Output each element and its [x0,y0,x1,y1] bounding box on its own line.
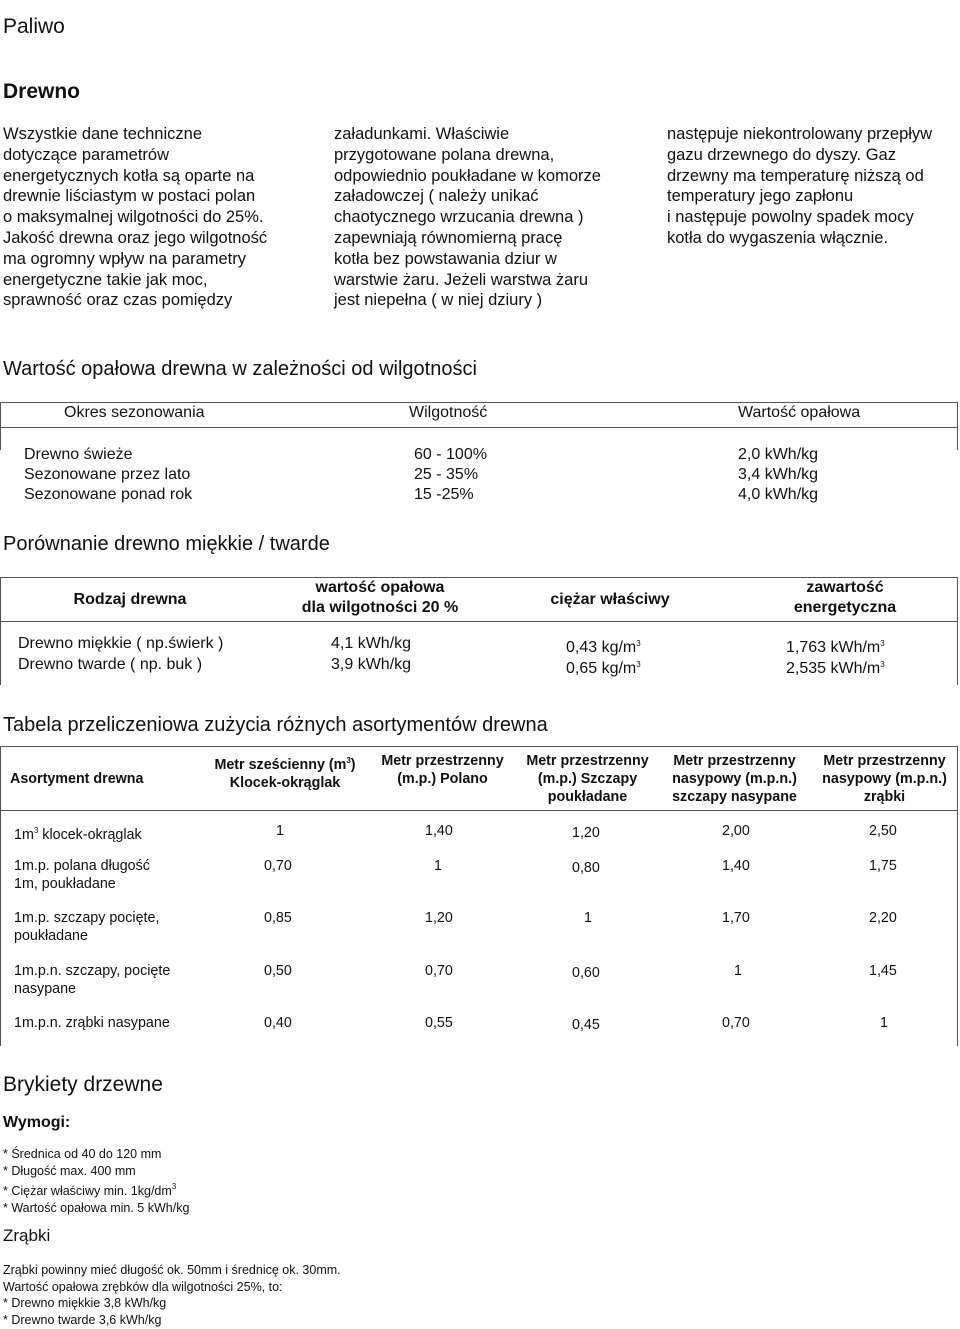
table2-header-rodzaj: Rodzaj drewna [73,591,187,608]
intro-column-2 [334,124,634,311]
table-cell: 25 - 35% [414,466,479,483]
intro-column-3 [667,124,960,249]
table1-header-wilgotnosc: Wilgotność [409,404,488,421]
intro-line: dotyczące parametrów [3,145,169,164]
brykiety-title: Brykiety drzewne [3,1073,163,1096]
intro-line: o maksymalnej wilgotności do 25%. [3,208,264,227]
table1-header-rule [0,427,958,428]
intro-line: gazu drzewnego do dyszy. Gaz [667,145,896,164]
table3-header-rule [0,810,958,811]
label-text: 1m [14,827,34,843]
header-line: nasypowy (m.p.n.) [822,771,947,787]
table3-header-zrabki [812,752,957,806]
table3-cell: 0,45 [572,1017,600,1033]
table3-cell: 1 [734,963,742,979]
intro-line: sprawność oraz czas pomiędzy [3,291,233,310]
table-cell: 4,0 kWh/kg [738,486,819,503]
superscript: 3 [636,660,641,669]
table-cell: Sezonowane ponad rok [24,486,193,503]
intro-column-1 [3,124,303,311]
cell-value: 0,65 kg/m [566,660,637,677]
table3-cell: 1,70 [722,910,750,926]
table3-header-szczapy-nasypane [662,752,807,806]
header-line: Metr przestrzenny [381,753,504,769]
table3-cell: 0,55 [425,1015,453,1031]
header-line: (m.p.) Szczapy [537,771,638,787]
superscript: 3 [636,639,641,648]
table2-title: Porównanie drewno miękkie / twarde [3,533,330,555]
intro-line: drewnie liściastym w postaci polan [3,187,256,206]
intro-line: Jakość drewna oraz jego wilgotność [3,228,268,247]
table-cell: Drewno miękkie ( np.świerk ) [18,635,224,652]
superscript: 3 [880,639,885,648]
table-cell: 60 - 100% [414,446,487,463]
header-line: zawartość [806,579,884,596]
header-line: Metr przestrzenny [673,753,796,769]
table3-cell: 0,40 [264,1015,292,1031]
cell-value: 2,535 kWh/m [786,660,881,677]
table3-cell: 1,40 [425,823,453,839]
header-line: energetyczna [793,599,897,616]
table-cell: 15 -25% [414,486,474,503]
table1-top-rule [0,402,958,403]
table3-cell: 1,20 [425,910,453,926]
superscript: 3 [171,1182,177,1191]
list-item: * Wartość opałowa min. 5 kWh/kg [3,1200,190,1215]
table3-top-rule [0,746,958,747]
list-item: * Drewno miękkie 3,8 kWh/kg [3,1296,167,1310]
table3-row-label [14,962,170,998]
table2-row [18,633,223,654]
list-item: * Średnica od 40 do 120 mm [3,1147,162,1161]
intro-line: i następuje powolny spadek mocy [667,208,914,227]
header-line: Metr przestrzenny [526,753,649,769]
table3-cell: 1 [880,1015,888,1031]
intro-line: załadowczej ( należy unikać [334,187,539,206]
table3-header-asortyment: Asortyment drewna [10,771,144,787]
table3-cell: 2,00 [722,823,750,839]
table2-cell [786,654,885,679]
table-cell: Drewno twarde ( np. buk ) [18,656,203,673]
table-cell: Drewno świeże [24,446,133,463]
intro-line: energetyczne takie jak moc, [3,270,208,289]
table3-left-rule [0,746,1,1046]
table2-header-zawartosc [750,578,940,618]
table-cell: 3,4 kWh/kg [738,466,819,483]
table2-row [18,654,202,675]
header-line [195,752,375,774]
table3-cell: 0,80 [572,860,600,876]
brykiety-subtitle: Wymogi: [3,1114,71,1131]
intro-line: załadunkami. Właściwie [334,125,510,143]
cell-value: 0,43 kg/m [566,639,637,656]
text-line: Zrąbki powinny mieć długość ok. 50mm i średnicę ok. 30mm. [3,1263,341,1277]
header-line: poukładane [547,789,628,805]
list-item [3,1179,189,1200]
label-text: klocek-okrąglak [38,827,142,843]
table-cell: 2,0 kWh/kg [738,446,819,463]
header-line: (m.p.) Polano [397,771,488,787]
table2-cell: 4,1 kWh/kg [331,635,412,652]
table3-cell: 1,40 [722,858,750,874]
table3-title: Tabela przeliczeniowa zużycia różnych asortymentów drewna [3,714,548,736]
table2-header-rule [0,621,958,622]
header-text: ) [350,757,356,773]
intro-line: kotła bez powstawania dziur w [334,249,557,268]
table2-cell [566,654,641,679]
table3-header-szczapy [515,752,660,806]
text-line: Wartość opałowa zrębków dla wilgotności 25%, to: [3,1279,283,1294]
table3-cell: 1,75 [869,858,897,874]
label-line: poukładane [14,928,88,944]
table2-header-ciezar: ciężar właściwy [550,591,670,608]
list-item: * Długość max. 400 mm [3,1163,136,1178]
table1-header-okres: Okres sezonowania [64,404,205,421]
item-text: * Ciężar właściwy min. 1kg/dm [3,1184,172,1198]
intro-line: temperatury jego zapłonu [667,187,854,206]
table2-right-rule [957,577,958,685]
intro-line: zapewniają równomierną pracę [334,228,563,247]
table3-row-label [14,822,142,844]
intro-line: chaotycznego wrzucania drewna ) [334,208,584,227]
table3-cell: 0,70 [425,963,453,979]
page-title: Paliwo [3,15,65,38]
table3-row-label [14,857,150,893]
table3-cell: 1,45 [869,963,897,979]
header-line: Metr przestrzenny [823,753,946,769]
table1-header-wartosc: Wartość opałowa [738,404,861,421]
header-line: wartość opałowa [315,579,445,596]
table3-cell: 1 [584,910,592,926]
label-line: nasypane [14,981,77,997]
cell-value: 1,763 kWh/m [786,639,881,656]
table3-cell: 1 [276,823,284,839]
intro-line: energetycznych kotła są oparte na [3,166,255,185]
table3-cell: 0,70 [264,858,292,874]
table3-cell: 0,60 [572,965,600,981]
table3-cell: 0,50 [264,963,292,979]
label-line: 1m.p. polana długość [14,858,150,874]
label-line: 1m, poukładane [14,876,116,892]
table3-right-rule [957,746,958,1046]
table3-header-polano [370,752,515,788]
table1-title: Wartość opałowa drewna w zależności od wilgotności [3,358,477,380]
table3-cell: 2,50 [869,823,897,839]
table3-cell: 0,85 [264,910,292,926]
intro-line: przygotowane polana drewna, [334,145,555,164]
label-line: 1m.p.n. szczapy, pocięte [14,963,171,979]
table3-header-metr-szescienny [195,752,375,792]
zrabki-title: Zrąbki [3,1226,51,1245]
table1-col-wartosc [738,445,818,505]
table3-cell: 2,20 [869,910,897,926]
table1-left-rule [0,402,1,450]
header-text: Metr sześcienny (m [214,757,347,773]
table2-left-rule [0,577,1,685]
intro-line: jest niepełna ( w niej dziury ) [334,291,543,310]
header-line: dla wilgotności 20 % [301,599,459,616]
section-title-drewno: Drewno [3,80,81,103]
zrabki-text [3,1262,341,1328]
intro-line: warstwie żaru. Jeżeli warstwa żaru [334,270,588,289]
intro-line: odpowiednio poukładane w komorze [334,166,601,185]
superscript: 3 [33,826,39,835]
table2-cell: 3,9 kWh/kg [331,656,412,673]
table2-header-wartosc [270,578,490,618]
header-line: zrąbki [863,789,906,805]
table3-cell: 0,70 [722,1015,750,1031]
table3-cell: 1 [434,858,442,874]
header-line: szczapy nasypane [672,789,797,805]
table3-row-label: 1m.p.n. zrąbki nasypane [14,1015,170,1031]
table1-col-wilgotnosc [414,445,487,505]
header-line: nasypowy (m.p.n.) [672,771,797,787]
intro-line: ma ogromny wpływ na parametry [3,249,247,268]
brykiety-requirements [3,1146,189,1216]
label-line: 1m.p. szczapy pocięte, [14,910,160,926]
table1-right-rule [957,402,958,450]
list-item: * Drewno twarde 3,6 kWh/kg [3,1312,162,1327]
table1-col-okres [24,445,192,505]
intro-line: Wszystkie dane techniczne [3,125,203,143]
table3-cell: 1,20 [572,825,600,841]
superscript: 3 [346,756,351,765]
superscript: 3 [880,660,885,669]
intro-line: następuje niekontrolowany przepływ [667,125,933,143]
intro-line: drzewny ma temperaturę niższą od [667,166,924,185]
table3-row-label [14,909,159,945]
header-line: Klocek-okrąglak [229,775,341,791]
table-cell: Sezonowane przez lato [24,466,191,483]
intro-line: kotła do wygaszenia włącznie. [667,228,889,247]
